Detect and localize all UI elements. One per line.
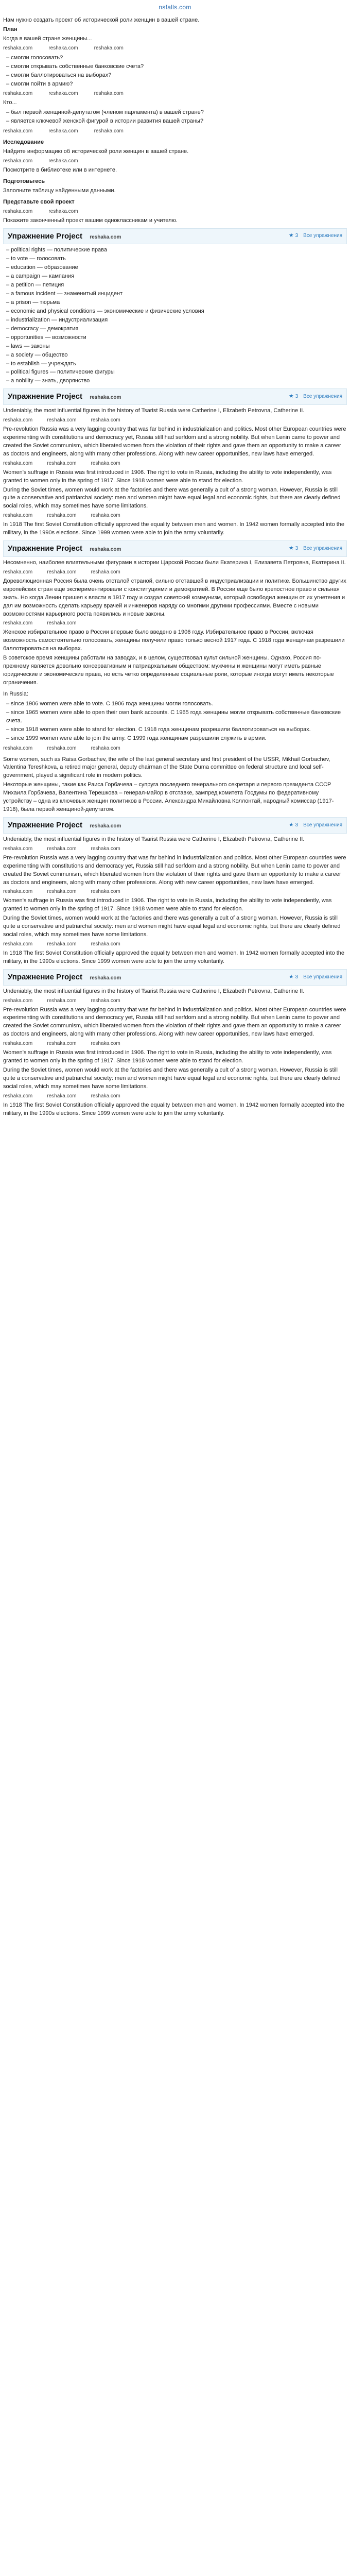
paragraph: Undeniably, the most influential figures in the history of Tsarist Russia were Catherine I, Elizabeth Petrovna, Catherine II. — [3, 988, 305, 994]
star-icon: ★ — [288, 821, 294, 828]
watermark-row — [3, 845, 347, 853]
exercise-bar — [3, 969, 347, 986]
watermark: reshaka.com — [48, 91, 78, 97]
watermark: reshaka.com — [47, 1041, 77, 1047]
exercise-bar — [3, 388, 347, 405]
watermark: reshaka.com — [90, 395, 121, 401]
watermark: reshaka.com — [91, 997, 120, 1004]
english-text-2 — [3, 836, 347, 966]
in-russia-label: In Russia: — [3, 690, 28, 697]
watermark: reshaka.com — [3, 513, 33, 519]
list-item: – a famous incident — знаменитый инцидент — [6, 291, 123, 297]
list-item: – political figures — политические фигуры — [6, 369, 115, 376]
watermark: reshaka.com — [47, 513, 77, 519]
list-item: – education — образование — [6, 264, 78, 271]
paragraph: Undeniably, the most influential figures in the history of Tsarist Russia were Catherine I, Elizabeth Petrovna, Catherine II. — [3, 408, 305, 414]
rating[interactable]: ★ 3 — [288, 232, 299, 239]
exercise-bar — [3, 228, 347, 245]
present-label: Представьте свой проект — [3, 198, 75, 205]
watermark: reshaka.com — [94, 45, 124, 51]
who-label: Кто... — [3, 99, 17, 106]
watermark: reshaka.com — [94, 91, 124, 97]
watermark: reshaka.com — [3, 208, 33, 214]
list-item: – opportunities — возможности — [6, 334, 86, 341]
watermark: reshaka.com — [47, 745, 77, 751]
exercise-title: Упражнение Project reshaka.com — [8, 231, 121, 241]
all-exercises-button[interactable]: Все упражнения — [303, 974, 342, 980]
research-label: Исследование — [3, 139, 44, 146]
exercise-controls — [289, 973, 342, 981]
watermark: reshaka.com — [3, 941, 33, 947]
watermark-row — [3, 416, 347, 425]
watermark: reshaka.com — [3, 569, 33, 575]
watermark: reshaka.com — [3, 45, 33, 51]
watermark: reshaka.com — [47, 620, 77, 626]
list-item: – является ключевой женской фигурой в истории развития вашей страны? — [6, 118, 204, 125]
rating[interactable]: ★ 3 — [288, 821, 299, 828]
watermark: reshaka.com — [91, 513, 120, 519]
watermark: reshaka.com — [3, 1093, 33, 1099]
english-text-3 — [3, 988, 347, 1118]
when-list — [6, 54, 347, 89]
list-item: – since 1965 women were able to open their own bank accounts. С 1965 года женщины могли открывать собственные банковские счета. — [6, 709, 341, 724]
all-exercises-button[interactable]: Все упражнения — [303, 393, 342, 399]
watermark-row — [3, 127, 347, 135]
watermark-row — [3, 619, 347, 628]
star-icon: ★ — [288, 232, 294, 239]
prepare-text: Заполните таблицу найденными данными. — [3, 187, 116, 194]
research-text: Найдите информацию об исторической роли женщин в вашей стране. — [3, 148, 189, 155]
watermark: reshaka.com — [3, 1041, 33, 1047]
list-item: – since 1918 women were able to stand for election. С 1918 года женщинам разрешили баллотироваться на выборах. — [6, 726, 311, 733]
watermark: reshaka.com — [91, 417, 120, 423]
exercise-controls — [289, 393, 342, 401]
watermark-row — [3, 940, 347, 948]
watermark: reshaka.com — [47, 889, 77, 895]
exercise-controls — [289, 232, 342, 240]
watermark: reshaka.com — [3, 158, 33, 164]
watermark: reshaka.com — [90, 547, 121, 553]
watermark: reshaka.com — [91, 889, 120, 895]
paragraph: Pre-revolution Russia was a very lagging country that was far behind in industrialization and politics. Most other European countries were experimenting with constitutions and democracy yet, Russia still had serfdom and a strong nobility. But when Lenin came to power and created the Soviet communism, which liberated women from the violation of their rights and gave them an opportunity to make a career as doctors and engineers, along with many other professions. Along with new career opportunities, new laws have emerged. — [3, 854, 346, 886]
prepare-label: Подготовьтесь — [3, 178, 45, 184]
paragraph: During the Soviet times, women would work at the factories and there was generally a cult of a strong woman. However, Russia is still quite a conservative and patriarchal society: men and women might have equal legal and economic rights, but there are clearly defined social roles, which may sometimes have some limitations. — [3, 915, 341, 938]
paragraph: During the Soviet times, women would work at the factories and there was generally a cult of a strong woman. However, Russia is still quite a conservative and patriarchal society: men and women might have equal legal and economic rights, but there are clearly defined social roles, which may sometimes have some limitations. — [3, 1067, 341, 1090]
watermark: reshaka.com — [91, 941, 120, 947]
watermark: reshaka.com — [3, 889, 33, 895]
rating[interactable]: ★ 3 — [288, 393, 299, 400]
russian-text — [3, 559, 347, 687]
exercise-title: Упражнение Project reshaka.com — [8, 972, 121, 981]
watermark: reshaka.com — [47, 569, 77, 575]
paragraph: Женское избирательное право в России впервые было введено в 1906 году. Избирательное право в России, включая возможность самостоятельно голосовать, женщины получили право только весной 1917 года. С 1918 года женщинам разрешили баллотироваться на выборах. — [3, 629, 345, 652]
watermark: reshaka.com — [3, 460, 33, 466]
list-item: – a prison — тюрьма — [6, 299, 60, 306]
watermark: reshaka.com — [91, 1041, 120, 1047]
watermark-row — [3, 512, 347, 520]
watermark: reshaka.com — [3, 417, 33, 423]
paragraph: Women's suffrage in Russia was first introduced in 1906. The right to vote in Russia, including the ability to vote independently, was granted to women only in the spring of 1917. Since 1918 women were able to stand for election. — [3, 1049, 332, 1064]
rating[interactable]: ★ 3 — [288, 973, 299, 980]
watermark-row — [3, 157, 347, 165]
exercise-title: Упражнение Project reshaka.com — [8, 392, 121, 401]
list-item: – democracy — демократия — [6, 325, 79, 332]
plan-label: План — [3, 26, 18, 32]
paragraph: Pre-revolution Russia was a very lagging country that was far behind in industrialization and politics. Most other European countries were experimenting with constitutions and democracy yet, Russia still had serfdom and a strong nobility. But when Lenin came to power and created the Soviet communism, which liberated women from the violation of their rights and gave them an opportunity to make a career as doctors and engineers, along with many other professions. Along with new career opportunities, new laws have emerged. — [3, 1006, 346, 1038]
paragraph: In 1918 The first Soviet Constitution officially approved the equality between men and women. In 1942 women formally accepted into the military, in the 1990s elections. Since 1999 women were able to join the army voluntarily. — [3, 950, 345, 964]
all-exercises-button[interactable]: Все упражнения — [303, 233, 342, 239]
watermark: reshaka.com — [3, 128, 33, 134]
paragraph: Undeniably, the most influential figures in the history of Tsarist Russia were Catherine I, Elizabeth Petrovna, Catherine II. — [3, 836, 305, 842]
deputy-russian: Некоторые женщины, такие как Раиса Горбачева – супруга последнего генерального секретаря и первого президента СССР Михаила Горбачева, Валентина Терешкова – генерал-майор в отставке, зампред комитета Госдумы по федеративному устройству – одна из ключевых женщин политиков в России. Александра Михайловна Коллонтай, народный комиссар (1917-1918), была первой женщиной-депутатом. — [3, 782, 334, 813]
english-text — [3, 407, 347, 537]
watermark: reshaka.com — [3, 620, 33, 626]
watermark-row — [3, 208, 347, 216]
watermark-row — [3, 460, 347, 468]
when-question: Когда в вашей стране женщины... — [3, 35, 92, 42]
watermark: reshaka.com — [91, 1093, 120, 1099]
site-header — [3, 2, 347, 15]
paragraph: Women's suffrage in Russia was first introduced in 1906. The right to vote in Russia, including the ability to vote independently, was granted to women only in the spring of 1917. Since 1918 women were able to stand for election. — [3, 469, 332, 484]
watermark: reshaka.com — [48, 158, 78, 164]
site-logo[interactable]: nsfalls.com — [159, 4, 191, 11]
list-item: – since 1999 women were able to join the army. С 1999 года женщинам разрешили служить в армии. — [6, 735, 267, 741]
list-item: – economic and physical conditions — экономические и физические условия — [6, 308, 204, 314]
watermark-row — [3, 1092, 347, 1100]
watermark: reshaka.com — [47, 941, 77, 947]
star-icon: ★ — [288, 393, 294, 400]
watermark: reshaka.com — [3, 745, 33, 751]
watermark: reshaka.com — [47, 460, 77, 466]
watermark: reshaka.com — [47, 417, 77, 423]
watermark: reshaka.com — [3, 997, 33, 1004]
list-item: – смогли баллотироваться на выборах? — [6, 72, 112, 78]
watermark: reshaka.com — [91, 845, 120, 852]
watermark-row — [3, 1040, 347, 1048]
watermark: reshaka.com — [3, 91, 33, 97]
exercise-controls — [289, 545, 342, 553]
watermark-row — [3, 997, 347, 1005]
watermark: reshaka.com — [48, 128, 78, 134]
watermark: reshaka.com — [3, 845, 33, 852]
rating[interactable]: ★ 3 — [288, 545, 299, 552]
list-item: – смогли открывать собственные банковские счета? — [6, 63, 144, 70]
watermark-row — [3, 90, 347, 98]
present-text: Покажите законченный проект вашим одноклассникам и учителю. — [3, 217, 178, 224]
watermark: reshaka.com — [91, 460, 120, 466]
list-item: – since 1906 women were able to vote. С 1906 года женщины могли голосовать. — [6, 700, 213, 707]
paragraph: Дореволюционная Россия была очень отсталой страной, сильно отставшей в индустриализации и политике. Большинство других европейских стран еще экспериментировали с конституциями и демократией. В России еще было крепостное право и сильная знать. Но когда Ленин пришел к власти в 1917 году и создал советский коммунизм, который освободил женщин от их угнетения и дал им возможность сделать карьеру врачей и инженеров наряду со многими другими профессиями. Вместе с новыми возможностями карьерного роста появились и новые законы. — [3, 578, 346, 617]
watermark: reshaka.com — [47, 845, 77, 852]
paragraph: Несомненно, наиболее влиятельными фигурами в истории Царской России были Екатерина I, Елизавета Петровна, Екатерина II. — [3, 559, 346, 566]
vocab-list — [6, 246, 347, 385]
paragraph: Women's suffrage in Russia was first introduced in 1906. The right to vote in Russia, including the ability to vote independently, was granted to women only in the spring of 1917. Since 1918 women were able to stand for election. — [3, 897, 332, 912]
list-item: – political rights — политические права — [6, 247, 108, 253]
star-icon: ★ — [288, 545, 294, 552]
list-item: – a campaign — кампания — [6, 273, 75, 280]
research-text-2: Посмотрите в библиотеке или в интернете. — [3, 166, 117, 173]
paragraph: In 1918 The first Soviet Constitution officially approved the equality between men and women. In 1942 women formally accepted into the military, in the 1990s elections. Since 1999 women were able to join the army voluntarily. — [3, 1101, 345, 1116]
paragraph: In 1918 The first Soviet Constitution officially approved the equality between men and women. In 1942 women formally accepted into the military, in the 1990s elections. Since 1999 women were able to join the army voluntarily. — [3, 521, 345, 536]
list-item: – был первой женщиной-депутатом (членом парламента) в вашей стране? — [6, 109, 204, 116]
exercise-bar — [3, 817, 347, 834]
watermark-row — [3, 888, 347, 896]
exercise-title: Упражнение Project reshaka.com — [8, 544, 121, 553]
exercise-title: Упражнение Project reshaka.com — [8, 821, 121, 830]
watermark: reshaka.com — [91, 569, 120, 575]
list-item: – to establish — учреждать — [6, 360, 76, 367]
watermark: reshaka.com — [90, 823, 121, 829]
exercise-controls — [289, 821, 342, 829]
list-item: – a society — общество — [6, 351, 68, 358]
list-item: – смогли голосовать? — [6, 54, 63, 61]
watermark-row — [3, 44, 347, 53]
watermark: reshaka.com — [48, 208, 78, 214]
paragraph: During the Soviet times, women would work at the factories and there was generally a cult of a strong woman. However, Russia is still quite a conservative and patriarchal society: men and women might have equal legal and economic rights, but there are clearly defined social roles, which may sometimes have some limitations. — [3, 486, 341, 510]
list-item: – a petition — петиция — [6, 282, 64, 289]
watermark: reshaka.com — [90, 234, 121, 240]
watermark-row — [3, 744, 347, 753]
watermark-row — [3, 568, 347, 577]
list-item: – to vote — голосовать — [6, 256, 66, 262]
watermark: reshaka.com — [48, 45, 78, 51]
watermark: reshaka.com — [47, 997, 77, 1004]
watermark: reshaka.com — [47, 1093, 77, 1099]
watermark: reshaka.com — [91, 745, 120, 751]
who-list — [6, 109, 347, 126]
list-item: – laws — законы — [6, 343, 50, 349]
facts-list — [6, 700, 347, 743]
all-exercises-button[interactable]: Все упражнения — [303, 822, 342, 828]
deputy-english: Some women, such as Raisa Gorbachev, the wife of the last general secretary and first president of the USSR, Mikhail Gorbachev, Valentina Tereshkova, a retired major general, deputy chairman of the State Duma committee on federal structure and local self-government, played a significant role in modern politics. — [3, 756, 330, 779]
page — [0, 0, 350, 1125]
paragraph: Pre-revolution Russia was a very lagging country that was far behind in industrialization and politics. Most other European countries were experimenting with constitutions and democracy yet, Russia still had serfdom and a strong nobility. But when Lenin came to power and created the Soviet communism, which liberated women from the violation of their rights and gave them an opportunity to make a career as doctors and engineers, along with many other professions. Along with new career opportunities, new laws have emerged. — [3, 426, 346, 457]
exercise-bar — [3, 540, 347, 557]
intro-question: Нам нужно создать проект об исторической роли женщин в вашей стране. — [3, 16, 200, 23]
paragraph: В советское время женщины работали на заводах, и в целом, существовал культ сильной женщины. Однако, Россия по-прежнему является довольно консервативным и патриархальным обществом: мужчины и женщины могут иметь равные юридические и экономические права, но есть четко определенные социальные роли, которые иногда могут иметь некоторые ограничения. — [3, 655, 334, 686]
star-icon: ★ — [288, 973, 294, 980]
watermark: reshaka.com — [90, 975, 121, 981]
list-item: – смогли пойти в армию? — [6, 80, 73, 87]
intro-section — [3, 16, 347, 225]
all-exercises-button[interactable]: Все упражнения — [303, 545, 342, 551]
list-item: – a nobility — знать, дворянство — [6, 378, 90, 384]
list-item: – industrialization — индустриализация — [6, 316, 108, 323]
watermark: reshaka.com — [94, 128, 124, 134]
